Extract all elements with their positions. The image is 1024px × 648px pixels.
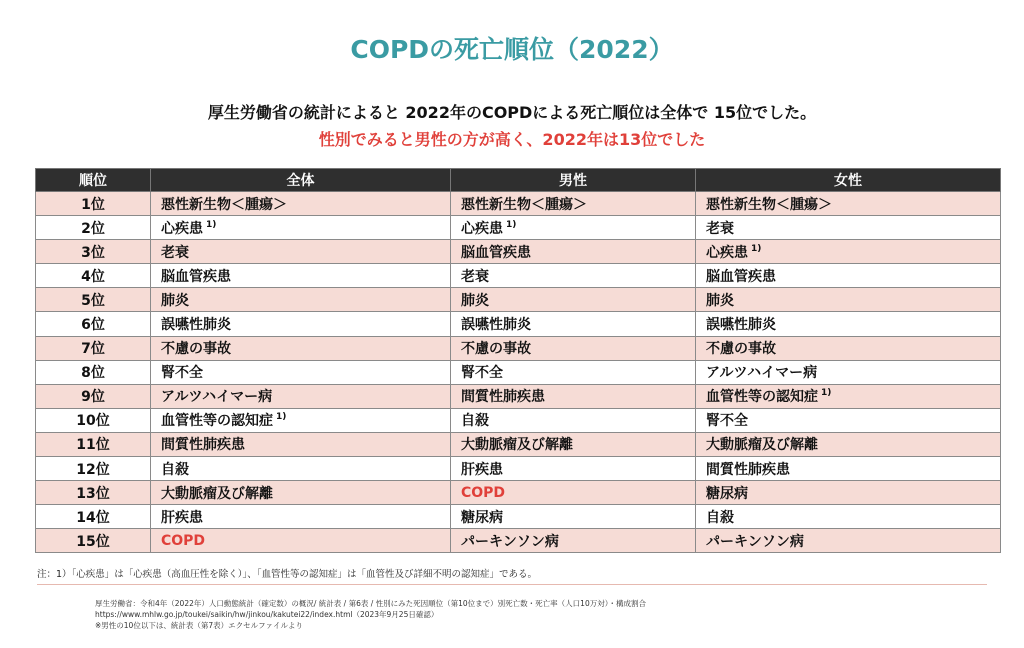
rank-cell <box>36 505 151 529</box>
table-body <box>36 192 1001 553</box>
cell-text: 13位 <box>76 485 110 502</box>
rank-cell <box>36 216 151 240</box>
cell-text: 心疾患 <box>461 220 503 237</box>
ranking-table <box>35 168 1001 553</box>
cell-text: 老衰 <box>161 244 189 261</box>
cause-female-cell <box>696 432 1001 456</box>
cell-text: 腎不全 <box>161 365 203 382</box>
footnote-marker: 1) <box>206 219 217 230</box>
cell-text: 腎不全 <box>706 413 748 430</box>
cause-male-cell <box>451 432 696 456</box>
table-row <box>36 216 1001 240</box>
rank-cell <box>36 312 151 336</box>
cause-all-cell <box>151 216 451 240</box>
rank-cell <box>36 384 151 408</box>
cause-female-cell <box>696 481 1001 505</box>
cause-male-cell <box>451 216 696 240</box>
cause-all-cell <box>151 408 451 432</box>
table-row <box>36 240 1001 264</box>
cell-text: 肺炎 <box>161 292 189 309</box>
cell-text: 不慮の事故 <box>161 341 231 358</box>
cause-male-cell <box>451 457 696 481</box>
page-title: COPDの死亡順位（2022） <box>350 35 674 64</box>
cell-text: 糖尿病 <box>706 485 748 502</box>
table-row <box>36 192 1001 216</box>
cell-text: 血管性等の認知症 <box>706 389 818 406</box>
cause-female-cell <box>696 264 1001 288</box>
rank-cell <box>36 288 151 312</box>
table-row <box>36 432 1001 456</box>
cell-text: 10位 <box>76 413 110 430</box>
cause-all-cell <box>151 505 451 529</box>
table-row <box>36 288 1001 312</box>
cell-text: 11位 <box>76 437 110 454</box>
rank-cell <box>36 360 151 384</box>
cell-text: 1位 <box>81 196 105 213</box>
subtitle-statistic: 厚生労働省の統計によると 2022年のCOPDによる死亡順位は全体で 15位でした。 <box>207 103 817 122</box>
cell-text: 8位 <box>81 365 105 382</box>
cause-male-cell <box>451 384 696 408</box>
source-url: https://www.mhlw.go.jp/toukei/saikin/hw/jinkou/kakutei22/index.html（2023年9月25日確認） <box>95 610 439 619</box>
cell-text: 誤嚥性肺炎 <box>461 317 531 334</box>
cell-text: 自殺 <box>706 509 734 526</box>
cause-male-cell <box>451 481 696 505</box>
cause-female-cell <box>696 240 1001 264</box>
rank-cell <box>36 408 151 432</box>
cause-male-cell <box>451 288 696 312</box>
cause-all-cell <box>151 240 451 264</box>
rank-cell <box>36 432 151 456</box>
rank-cell <box>36 264 151 288</box>
cause-female-cell <box>696 360 1001 384</box>
footnote: 注：1）「心疾患」は「心疾患（高血圧性を除く）」、「血管性等の認知症」は「血管性及び詳細不明の認知症」である。 <box>37 569 538 580</box>
table-row <box>36 505 1001 529</box>
cell-text: 2位 <box>81 220 105 237</box>
cell-text: 5位 <box>81 292 105 309</box>
subtitle-gender-note: 性別でみると男性の方が高く、2022年は13位でした <box>318 130 706 149</box>
cell-text: 間質性肺疾患 <box>706 461 790 478</box>
cause-female-cell <box>696 336 1001 360</box>
rank-cell <box>36 481 151 505</box>
cause-female-cell <box>696 505 1001 529</box>
cause-all-cell <box>151 312 451 336</box>
cell-text: 肝疾患 <box>161 509 203 526</box>
cell-text: 心疾患 <box>161 220 203 237</box>
cell-text: 誤嚥性肺炎 <box>706 317 776 334</box>
cell-text: 自殺 <box>461 413 489 430</box>
table-row <box>36 264 1001 288</box>
cause-all-cell <box>151 384 451 408</box>
source-line: 厚生労働省：令和4年（2022年）人口動態統計（確定数）の概況/ 統計表 / 第6表 / 性別にみた死因順位（第10位まで）別死亡数・死亡率（人口10万対）・構成割合 <box>95 599 646 608</box>
table-row <box>36 529 1001 553</box>
cause-male-cell <box>451 264 696 288</box>
cause-all-cell <box>151 529 451 553</box>
cell-text: 肺炎 <box>461 292 489 309</box>
cause-all-cell <box>151 360 451 384</box>
cause-male-cell <box>451 408 696 432</box>
rank-cell <box>36 529 151 553</box>
header-female: 女性 <box>696 169 1001 192</box>
cause-male-cell <box>451 240 696 264</box>
cell-text: 肝疾患 <box>461 461 503 478</box>
source-citation <box>95 598 646 631</box>
source-note: ※男性の10位以下は、統計表（第7表）エクセルファイルより <box>95 621 303 630</box>
table-row <box>36 481 1001 505</box>
cell-text: 脳血管疾患 <box>161 268 231 285</box>
cell-text: 脳血管疾患 <box>706 268 776 285</box>
cell-text: 老衰 <box>461 268 489 285</box>
cell-text: 糖尿病 <box>461 509 503 526</box>
cell-text: 12位 <box>76 461 110 478</box>
cell-text: 肺炎 <box>706 292 734 309</box>
rank-cell <box>36 336 151 360</box>
rank-cell <box>36 240 151 264</box>
header-all: 全体 <box>151 169 451 192</box>
cell-text: 腎不全 <box>461 365 503 382</box>
cause-female-cell <box>696 457 1001 481</box>
cell-text: 大動脈瘤及び解離 <box>161 485 273 502</box>
rank-cell <box>36 192 151 216</box>
cell-text: 不慮の事故 <box>461 341 531 358</box>
header-rank: 順位 <box>36 169 151 192</box>
cause-female-cell <box>696 529 1001 553</box>
cell-text: 脳血管疾患 <box>461 244 531 261</box>
cell-text: アルツハイマー病 <box>161 389 273 406</box>
cause-female-cell <box>696 312 1001 336</box>
cell-text: パーキンソン病 <box>461 533 559 550</box>
cause-all-cell <box>151 288 451 312</box>
cell-text: 自殺 <box>161 461 189 478</box>
cause-female-cell <box>696 216 1001 240</box>
footnote-marker: 1) <box>751 243 762 254</box>
cause-all-cell <box>151 264 451 288</box>
table-row <box>36 312 1001 336</box>
cell-text: 14位 <box>76 509 110 526</box>
header-male: 男性 <box>451 169 696 192</box>
cause-male-cell <box>451 529 696 553</box>
footnote-marker: 1) <box>276 412 287 423</box>
cell-text: パーキンソン病 <box>706 533 804 550</box>
cause-female-cell <box>696 384 1001 408</box>
cause-female-cell <box>696 288 1001 312</box>
cell-text: 4位 <box>81 268 105 285</box>
cause-female-cell <box>696 408 1001 432</box>
footnote-marker: 1) <box>506 219 517 230</box>
cause-all-cell <box>151 336 451 360</box>
cell-text: 不慮の事故 <box>706 341 776 358</box>
rank-cell <box>36 457 151 481</box>
table-row <box>36 360 1001 384</box>
cell-text: アルツハイマー病 <box>706 365 818 382</box>
cell-text: COPD <box>461 484 506 501</box>
cause-male-cell <box>451 336 696 360</box>
cell-text: 間質性肺疾患 <box>461 389 545 406</box>
cause-all-cell <box>151 432 451 456</box>
cell-text: 大動脈瘤及び解離 <box>461 437 573 454</box>
cell-text: 9位 <box>81 389 105 406</box>
cell-text: 悪性新生物＜腫瘍＞ <box>706 196 832 213</box>
cause-all-cell <box>151 457 451 481</box>
cause-all-cell <box>151 481 451 505</box>
cell-text: 7位 <box>81 341 105 358</box>
cell-text: 悪性新生物＜腫瘍＞ <box>161 196 287 213</box>
cell-text: 間質性肺疾患 <box>161 437 245 454</box>
cause-male-cell <box>451 505 696 529</box>
cause-female-cell <box>696 192 1001 216</box>
cell-text: 15位 <box>76 533 110 550</box>
table-header-row <box>36 169 1001 192</box>
table-row <box>36 457 1001 481</box>
table-row <box>36 408 1001 432</box>
cell-text: 3位 <box>81 244 105 261</box>
cause-male-cell <box>451 192 696 216</box>
cell-text: 大動脈瘤及び解離 <box>706 437 818 454</box>
cause-all-cell <box>151 192 451 216</box>
cell-text: COPD <box>161 532 206 549</box>
cell-text: 老衰 <box>706 220 734 237</box>
cell-text: 心疾患 <box>706 244 748 261</box>
cell-text: 悪性新生物＜腫瘍＞ <box>461 196 587 213</box>
table-row <box>36 384 1001 408</box>
footnote-marker: 1) <box>821 388 832 399</box>
cell-text: 6位 <box>81 317 105 334</box>
cell-text: 血管性等の認知症 <box>161 413 273 430</box>
divider <box>37 584 987 585</box>
table-row <box>36 336 1001 360</box>
cell-text: 誤嚥性肺炎 <box>161 317 231 334</box>
cause-male-cell <box>451 312 696 336</box>
cause-male-cell <box>451 360 696 384</box>
